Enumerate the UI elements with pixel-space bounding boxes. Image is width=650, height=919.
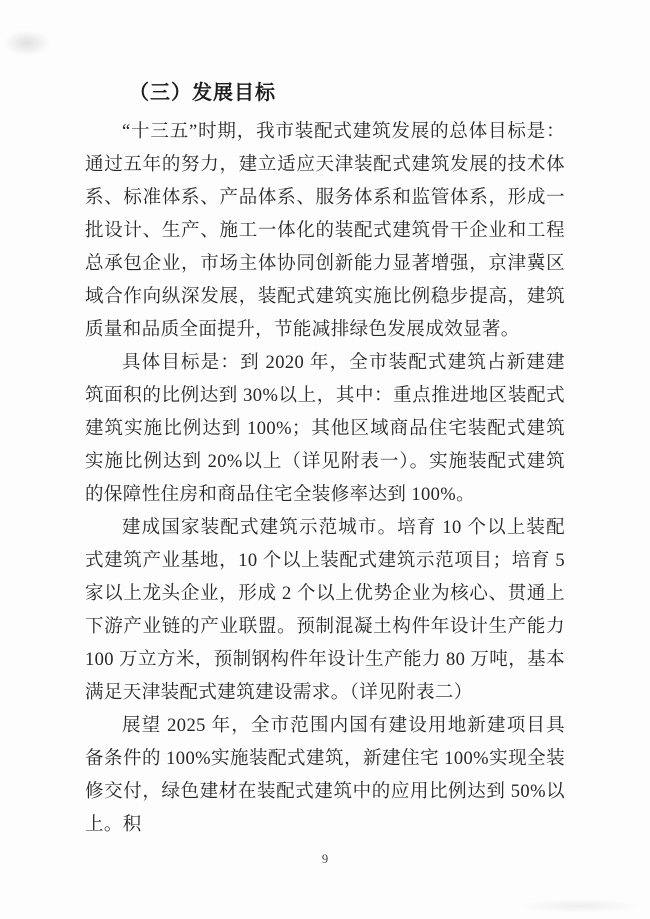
page-number: 9: [321, 852, 329, 866]
paragraph: 建成国家装配式建筑示范城市。培育 10 个以上装配式建筑产业基地，10 个以上装配式建筑示范项目；培育 5 家以上龙头企业，形成 2 个以上优势企业为核心、贯通上下游产业链的产业联盟。预制混凝土构件年设计生产能力 100 万立方米，预制钢构件年设计生产能力 80 万吨，基本满足天津装配式建筑建设需求。（详见附表二）: [85, 518, 565, 703]
paragraph: 展望 2025 年，全市范围内国有建设用地新建项目具备条件的 100%实施装配式建筑，新建住宅 100%实现全装修交付，绿色建材在装配式建筑中的应用比例达到 50%以上。积: [85, 716, 565, 835]
paragraph: “十三五”时期，我市装配式建筑发展的总体目标是：通过五年的努力，建立适应天津装配式建筑发展的技术体系、标准体系、产品体系、服务体系和监管体系，形成一批设计、生产、施工一体化的装配式建筑骨干企业和工程总承包企业，市场主体协同创新能力显著增强，京津冀区域合作向纵深发展，装配式建筑实施比例稳步提高，建筑质量和品质全面提升，节能减排绿色发展成效显著。: [85, 122, 565, 340]
paragraph: 具体目标是：到 2020 年，全市装配式建筑占新建建筑面积的比例达到 30%以上，其中：重点推进地区装配式建筑实施比例达到 100%；其他区域商品住宅装配式建筑实施比例达到 20%以上（详见附表一）。实施装配式建筑的保障性住房和商品住宅全装修率达到 100%。: [85, 353, 565, 505]
scan-artifact: [4, 30, 50, 56]
body-text: [85, 116, 565, 842]
scan-artifact: [520, 899, 640, 913]
page-content: [85, 80, 565, 842]
section-heading: （三）发展目标: [129, 82, 276, 104]
